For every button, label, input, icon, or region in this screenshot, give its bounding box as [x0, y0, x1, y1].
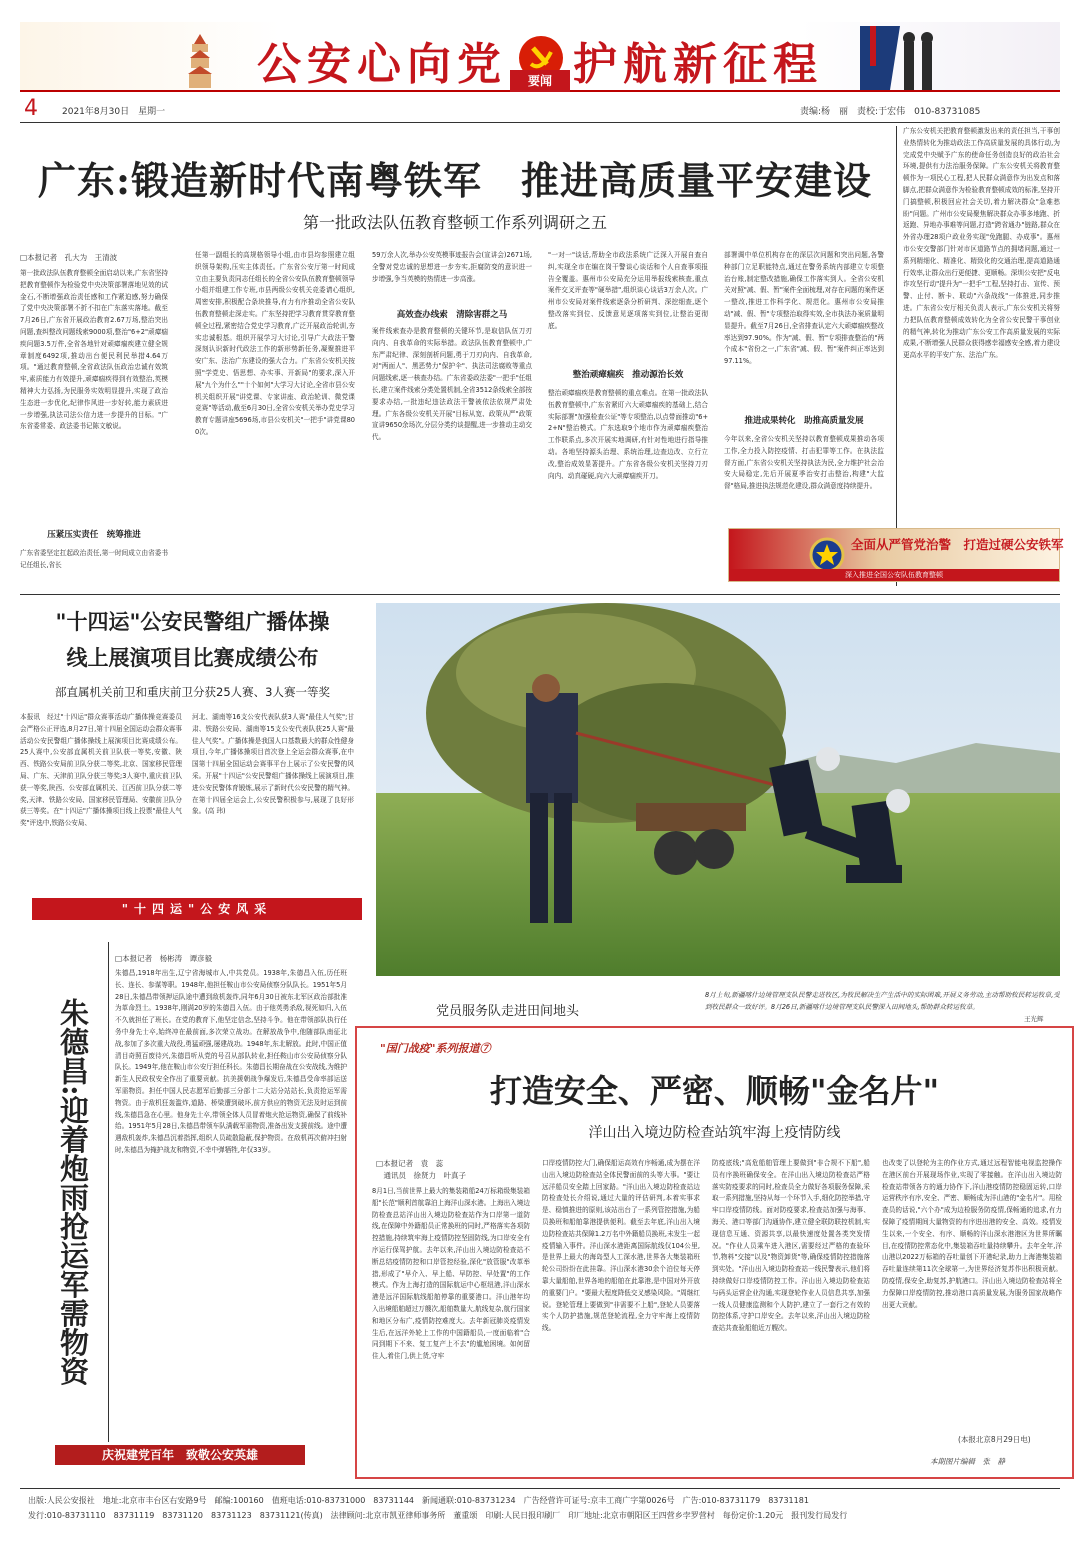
- masthead-right: 护航新征程: [573, 39, 823, 90]
- border-column-4: 也改变了以登轮为主的作业方式,通过远程智能电视监控操作在港区前台开展现场作业,实现了零接触。在洋山出入境边防检查站带领各方的通力协作下,洋山港疫情防控稳固运转,口岸运营秩序有序,安全、严密、顺畅成为洋山港的"金名片"。用检查员的话说,"六个办"成为边检服务防疫情,保畅通的追求,有力保障了疫情期间大量物资的有序进出港的安全、高效。疫情发生以来,一个安全、有序、顺畅的洋山深水港港区为世界所瞩目,在疫情防控常态化中,集装箱吞吐量持续攀升。去年全年,洋山港以2022万标箱的吞吐量创下开港纪录,助力上海港集装箱吞吐量连续第11次全球第一,为世界经济复苏作出积极贡献。防疫情,保安全,助复苏,护航港口。洋山出入境边防检查站将全力保障口岸疫情防控,推动港口高质量发展,为服务国家战略作出更大贡献。: [882, 1159, 1062, 1309]
- lead-section-head-5: 推进成果转化 助推高质量发展: [744, 416, 864, 426]
- games-tag-bar: "十四运"公安风采: [32, 898, 362, 920]
- picture-editor: 本期图片编辑 张 静: [930, 1457, 1005, 1466]
- lead-column-1: 第一批政法队伍教育整顿全面启动以来,广东省坚持把教育整顿作为检验党中央决策部署落地见效的试金石,不断增强政治责任感和工作紧迫感,努力确保了党中央决策部署不折不扣在广东落实落地。截至7月26日,广东省开展政治教育2.67万场,整治突出问题,查纠整改问题线索9000项,整治"6+2"顽瘴痼疾问题3.5万件,全省各地针对顽瘴痼疾建立健全规章制度6492项,推动出台便民利民举措4.64万项。"通过教育整顿,全省政法队伍政治忠诚有效筑牢,素质能力有效提升,顽瘴痼疾得到有效整治,英模精神大力弘扬,为民服务实效明显提升,实现了政治生态进一步优化,纪律作风进一步好转,能力素质进一步增强,执法司法公信力进一步提升的目标。"广东省委常委、政法委书记陈文敏说。: [20, 269, 168, 431]
- games-subtitle: 部直属机关前卫和重庆前卫分获25人赛、3人赛一等奖: [55, 685, 330, 699]
- border-column-2: 口岸疫情防控大门,确保船运高效有序畅通,成为摆在洋山出入境边防检查站全体民警面前的头等大事。"要让远洋船员安全踏上回家路。"洋山出入境边防检查站边防检查处长介绍说,通过大量的评估研判,本着实事求是、稳慎推进的原则,该站出台了一系列管控措施,为船员换班和船舶靠港提供便利。截至去年底,洋山出入境边防检查站共保障1.2万名中外籍船员换班,未发生一起疫情输入事件。洋山深水港距离国际航线仅104公里,是世界上最大的海岛型人工深水港,世界各大集装箱班轮公司纷纷在此挂靠。洋山深水港30余个泊位每天停靠大量船舶,世界各地的船舶在此靠港,是中国对外开放的重要门户。"要最大程度降低交叉感染风险。"周继红说。登轮管理上要做到"非需要不上船",登轮人员要落实个人防护措施,规范登轮流程,全力守牢海上疫情防线。: [542, 1159, 700, 1333]
- lead-column-3: 59万余人次,举办公安英模事迹报告会(宣讲会)2671场,全警对党忠诚的思想进一步夯实,拒腐防变的意识进一步增强,争当英模的热情进一步高涨。: [372, 251, 532, 283]
- section-tag: 要闻: [510, 70, 570, 92]
- photo-caption-title: 党员服务队走进田间地头: [436, 1004, 580, 1019]
- lead-column-5b: 今年以来,全省公安机关坚持以教育整顿成果推动各项工作,全力投入防控疫情、打击犯罪等工作。在执法监督方面,广东省公安机关坚持执法为民,全力维护社会治安大局稳定,先后开展夏季治安打击整治,构建"大监督"格局,推进执法规范化建设,群众满意度持续提升。: [724, 435, 884, 491]
- issue-date: 2021年8月30日 星期一: [62, 107, 166, 117]
- zhu-footer-bar: 庆祝建党百年 致敬公安英雄: [55, 1445, 305, 1465]
- lead-column-2: 任第一副组长的高规格领导小组,由市县均参照建立组织领导架构,压实主体责任。广东省公安厅第一时间成立由主要负责同志任组长的全省公安队伍教育整顿领导小组并组建工作专班,市县两级公安机关竞委请心组织,周密安排,积极配合条块推导,有力有序推动全省公安队伍教育整顿走深走实。广东坚持把学习教育贯穿教育整顿全过程,紧密结合党史学习教育,广泛开展政治轮训,夯实忠诚根基。组织开展学习大讨论,引导广大政法干警深刻认识新时代政法工作的新形势新任务,凝聚推进平安广东、法治广东建设的强大合力。广东省公安机关按照"学党史、悟思想、办实事、开新局"的要求,深入开展"九个为什么""十个如何"大学习大讨论,全省市县公安机关组织开展"讲党课、专家讲座、政治轮训、微党课竞赛"等活动,截至6月30日,全省公安机关举办党史学习教育专题讲座5696场,市县公安机关"一把手"讲党课800次。: [195, 251, 355, 436]
- lead-column-5: 部署调中单位机构存在的深层次问题和突出问题,各警种部门立足职能特点,通过在警务系统内部建立专项整治台账,制定整改措施,确保工作落实到人。全省公安机关对照"减、假、暂"案件全面梳理,对存在问题的案件逐一整改,推进工作科学化、规范化。惠州市公安局推动"减、假、暂"专项整治取得实效,全市执法办案质量明显提升。截至7月26日,全省排查认定六大顽瘴痼疾整改率达到97.90%。作为"减、假、暂"专项排查整治的"两个成本"省份之一,广东省"减、假、暂"案件纠正率达到97.11%。: [724, 251, 884, 366]
- photographer-credit: 王光辉: [1024, 1015, 1044, 1023]
- party-ad-slogan: 全面从严管党治警 打造过硬公安铁军: [851, 537, 1064, 552]
- party-ad-sub: 深入推进全国公安队伍教育整顿: [729, 569, 1059, 581]
- lead-section-head-3: 高效查办线索 清除害群之马: [396, 310, 508, 320]
- editor-credit: 责编:杨 丽 责校:于宏伟 010-83731085: [800, 107, 981, 117]
- lead-section-head-4: 整治顽瘴痼疾 推动源治长效: [572, 370, 684, 380]
- border-byline: □本报记者 袁 蕊 通讯员 徐贤力 叶真子: [376, 1159, 466, 1180]
- lead-section-head-1: 压紧压实责任 统筹推进: [47, 530, 141, 540]
- page-number: 4: [24, 96, 38, 121]
- zhu-headline: 朱德昌:迎着炮雨抢运军需物资: [56, 998, 90, 1386]
- games-headline-2: 线上展演项目比赛成绩公布: [66, 645, 319, 670]
- photo-caption-body: 8月上旬,新疆喀什边境管理支队民警走进牧区,为牧民解决生产生活中的实际困难,开展义务劳动,主动帮助牧民转运牧草,受到牧民群众一致好评。8月26日,新疆喀什边境管理支队民警深入田间地头,帮助群众转运牧草。: [705, 991, 1060, 1011]
- zhu-body: 朱德昌,1918年出生,辽宁省海城市人,中共党员。1938年,朱德昌入伍,历任班长、连长、参谋等职。1948年,他担任鞍山市公安局侦察分队队长。1951年5月28日,朱德昌带领押运队途中遭到敌机轰炸,同年6月30日被东北军区政治部批准为革命烈士。1938年,刚满20岁的朱德昌入伍。由于他英勇杀敌,视死如归,入伍不久就担任了班长。在党的教育下,他坚定信念,坚持斗争。他在带领部队执行任务中身先士卒,始终冲在最前面,多次荣立战功。在解放战争中,他随部队南征北战,参加了多次重大战役,勇猛顽强,屡建战功。1948年,东北解放。此时,中国正值清目奇照百废待兴,朱德昌听从党的号召从部队转业,担任鞍山市公安局侦察分队队长。1949年,他在鞍山市公安厅担任科长。朱德昌长期奋战在公安战线,为维护新生人民政权安全作出了重要贡献。抗美援朝战争爆发后,朱德昌受命率部运送军需物资。担任中国人民志愿军后勤部三分部十二大站分站站长,负责抢运军需物资。由于敌机狂轰滥炸,道路、桥梁遭到破坏,前方供应的物资无法及时运到前线,朱德昌急在心里。他身先士卒,带领全体人员冒着炮火抢运物资,确保了前线补给。1951年5月28日,朱德昌带领车队满载军需物资,准备出发支援前线。途中遭遇敌机轰炸,朱德昌沉着指挥,组织人员疏散隐蔽,保护物资。在敌机再次俯冲扫射时,朱德昌为掩护战友和物资,不幸中弹牺牲,年仅33岁。: [115, 969, 347, 1154]
- border-headline: 打造安全、严密、顺畅"金名片": [489, 1072, 940, 1110]
- lead-column-3b: 案件线索查办是教育整顿的关键环节,是取信队伍刀刃向内、自我革命的实际举措。政法队伍教育整顿中,广东严肃纪律、深刻剖析问题,勇于刀刃向内、自我革命,对"两面人"、黑恶势力"保护伞"、执法司法腐败等重点问题线索,逐一核查办结。广东省委政法委"一把手"任组长,建立案件线索分类处置机制,全省3512条线索全部按要求办结,一批违纪违法政法干警被依法依规严肃处理。广东各级公安机关开展"目标从宽、政策从严"政策宣讲9650余场次,分层分类约谈提醒,进一步推动主动交代。: [372, 327, 532, 442]
- lead-subtitle: 第一批政法队伍教育整顿工作系列调研之五: [302, 213, 607, 232]
- hay-cart-photo: [376, 603, 1060, 976]
- series-label: "国门战疫"系列报道⑦: [380, 1042, 491, 1055]
- lead-byline: □本报记者 孔大为 王清波: [20, 253, 118, 262]
- games-column-2: 河北、湖南等16支公安代表队获3人赛"最佳人气奖";甘肃、铁路公安局、湖南等15支公安代表队获25人赛"最佳人气奖"。广播体操是我国人口基数最大的群众性健身项目,今年,广播体操项目首次登上全运会群众赛事,在中国第十四届全国运动会赛事平台上展示了公安民警的风采。开展"十四运"公安民警组广播体操线上展演项目,推进公安民警体育锻炼,展示了新时代公安民警的精气神。在第十四届全运会上,公安民警积极参与,展现了良好形象。(高 玮): [192, 713, 354, 816]
- border-column-1: 8月1日,当前世界上最大的集装箱船24万标箱级集装箱船"长范"顺利首航靠泊上海洋山深水港。上海出入境边防检查总站洋山出入境边防检查站作为口岸第一道防线,在保障中外籍船员正常换班的同时,严格落实各项防控措施,持续筑牢海上疫情防控坚固防线,为口岸安全有序运行保驾护航。去年以来,洋山出入境边防检查站不断总结疫情防控和口岸管控经验,深化"放管服"改革举措,形成了"早介入、早上船、早防控、早处置"的工作模式。作为上海打造的国际航运中心枢纽港,洋山深水港是远洋国际航线船舶停靠的重要港口。洋山港年均入出境船舶超过万艘次,船舶数量大,航线复杂,航行国家和地区分布广,疫情防控难度大。去年新冠肺炎疫情发生后,在远洋外轮上工作的中国籍船员,一度面临着"合同到期下不来、复工复产上不去"的尴尬困境。如何留住人,着住门,供上货,守牢: [372, 1187, 530, 1361]
- police-officers-icon: [860, 26, 940, 90]
- lead-column-4b: 整治顽瘴痼疾是教育整顿的重点难点。在第一批政法队伍教育整顿中,广东省紧盯六大顽瘴痼疾的基础上,结合实际部署"加强检查公证"等专项整治,以点带面推动"6+2+N"整治模式。广东选取9个地市作为顽瘴痼疾整治工作联系点,多次开展实地调研,有针对性地进行指导推动。各地坚持源头治理、系统治理,边查边改、立行立改,整治成效显著提升。广东省各级公安机关坚持刀刃向内、动真碰硬,向六大顽瘴痼疾开刀。: [548, 389, 708, 480]
- lead-column-4: "一对一"谈话,帮助全市政法系统广泛深入开展自查自纠,实现全市在编在岗干警谈心谈话和个人自查事项报告全覆盖。惠州市公安局充分运用举报线索核查,重点案件交叉评查等"硬举措",组织谈心谈话3万余人次。广州市公安局对案件线索逐条分析研判、深挖细查,逐个整改落实到位、反馈意见逐项落实到位,让整治更彻底。: [548, 251, 708, 330]
- games-headline-1: "十四运"公安民警组广播体操: [55, 609, 330, 634]
- border-subtitle: 洋山出入境边防检查站筑牢海上疫情防线: [588, 1125, 841, 1141]
- games-column-1: 本报讯 经过"十四运"群众赛事活动广播体操竞赛委员会严格公正评选,8月27日,第十四届全国运动会群众赛事活动公安民警组广播体操线上展演项目比赛成绩公布。25人赛中,公安部直属机关前卫队获一等奖,安徽、陕西、铁路公安局前卫队分获二等奖,北京、国家移民管理局、广东、天津前卫队分获三等奖;3人赛中,重庆前卫队获一等奖,陕西、公安部直属机关、江西前卫队分获二等奖,天津、铁路公安局、国家移民管理局、安徽前卫队分获三等奖。在"十四运"广播体操项目线上投票"最佳人气奖"评选中,铁路公安局、: [20, 713, 182, 828]
- footer-line-2: 发行:010-83731110 83731119 83731120 83731123 83731121(传真) 法律顾问:北京市凯亚律师事务所 董重颂 印刷:人民日报印刷厂 印厂地址:北京市朝阳区王四营乡孛罗营村 每份定价:1.20元 报刊发行局发行: [28, 1511, 848, 1520]
- zhu-byline: □本报记者 杨彬涛 谭彦毅: [115, 954, 213, 963]
- police-badge-icon: [809, 537, 845, 573]
- footer-line-1: 出版:人民公安报社 地址:北京市丰台区右安路9号 邮编:100160 值班电话:010-83731000 83731144 新闻通联:010-83731234 广告经营许可证号:京丰工商广字第0026号 广告:010-83731179 83731181: [28, 1496, 809, 1505]
- border-dateline: (本报北京8月29日电): [958, 1435, 1031, 1444]
- masthead-left: 公安心向党: [257, 39, 507, 90]
- party-ad-banner: [728, 528, 1064, 582]
- lead-column-6: 广东公安机关把教育整顿激发出来的责任担当,干事创业热情转化为推动政法工作高质量发展的具体行动,为完成党中央赋予广东的使命任务创造良好的政治社会环境,提供有力法治服务保障。广东公安机关将教育整顿作为一项民心工程,把人民群众满意作为出发点和落脚点,把群众满意作为检验教育整顿成效的标准,坚持开门搞整顿,积极回应社会关切,着力解决群众"急难愁盼"问题。广州市公安局聚焦解决群众办事多地跑、折返跑、异地办事难等问题,打造"跨省通办"链路,群众在外省办理28项户政业务实现"免跑腿、办成事"。惠州市公安交警部门针对市区道路节点的拥堵问题,通过一系列精细化、精准化、精致化的交通治理,提高道路通行效率,让群众出行更便捷、更顺畅。深圳公安把"反电诈攻坚行动"提升为"一把手"工程,坚持打击、宣传、预警、止付、断卡、联动"六条战线"一体推进,同步推进。广东省公安厅相关负责人表示,广东公安机关将努力把队伍教育整顿成效转化为全省公安民警干事创业的精气神,转化为推动广东公安工作高质量发展的实际成果,不断增强人民群众获得感幸福感安全感,着力建设更高水平的平安广东、法治广东。: [903, 127, 1060, 360]
- lead-headline: 广东:锻造新时代南粤铁军 推进高质量平安建设: [37, 158, 873, 203]
- lead-column-1b: 广东省委坚定扛起政治责任,第一时间成立由省委书记任组长,省长: [20, 549, 168, 569]
- border-column-3: 防疫底线;"高危船舶管理上要做到"非合规不下船",船员有序换班确保安全。在洋山出入境边防检查站严格落实防疫要求的同时,检查员全力做好各项服务保障,采取一系列措施,坚持从每一个环节入手,细化防控举措,守牢口岸疫情防线。面对防疫要求,检查站加强与海事、海关、港口等部门沟通协作,建立健全联防联控机制,实现信息互通、资源共享,以最快速度处置各类突发情况。"作业人员乘车进入港区,需要经过严格的查验环节,物料"交接"以及"物资卸货"等,确保疫情防控措施落到实处。"洋山出入境边防检查站一线民警表示,他们将持续做好口岸疫情防控工作。洋山出入境边防检查站与码头运营企业沟通,实现登轮作业人员信息共享,加强一线人员健康监测和个人防护,建立了一套行之有效的防控体系,守护口岸安全。去年以来,洋山出入境边防检查站共查验船舶近万艘次。: [712, 1159, 870, 1333]
